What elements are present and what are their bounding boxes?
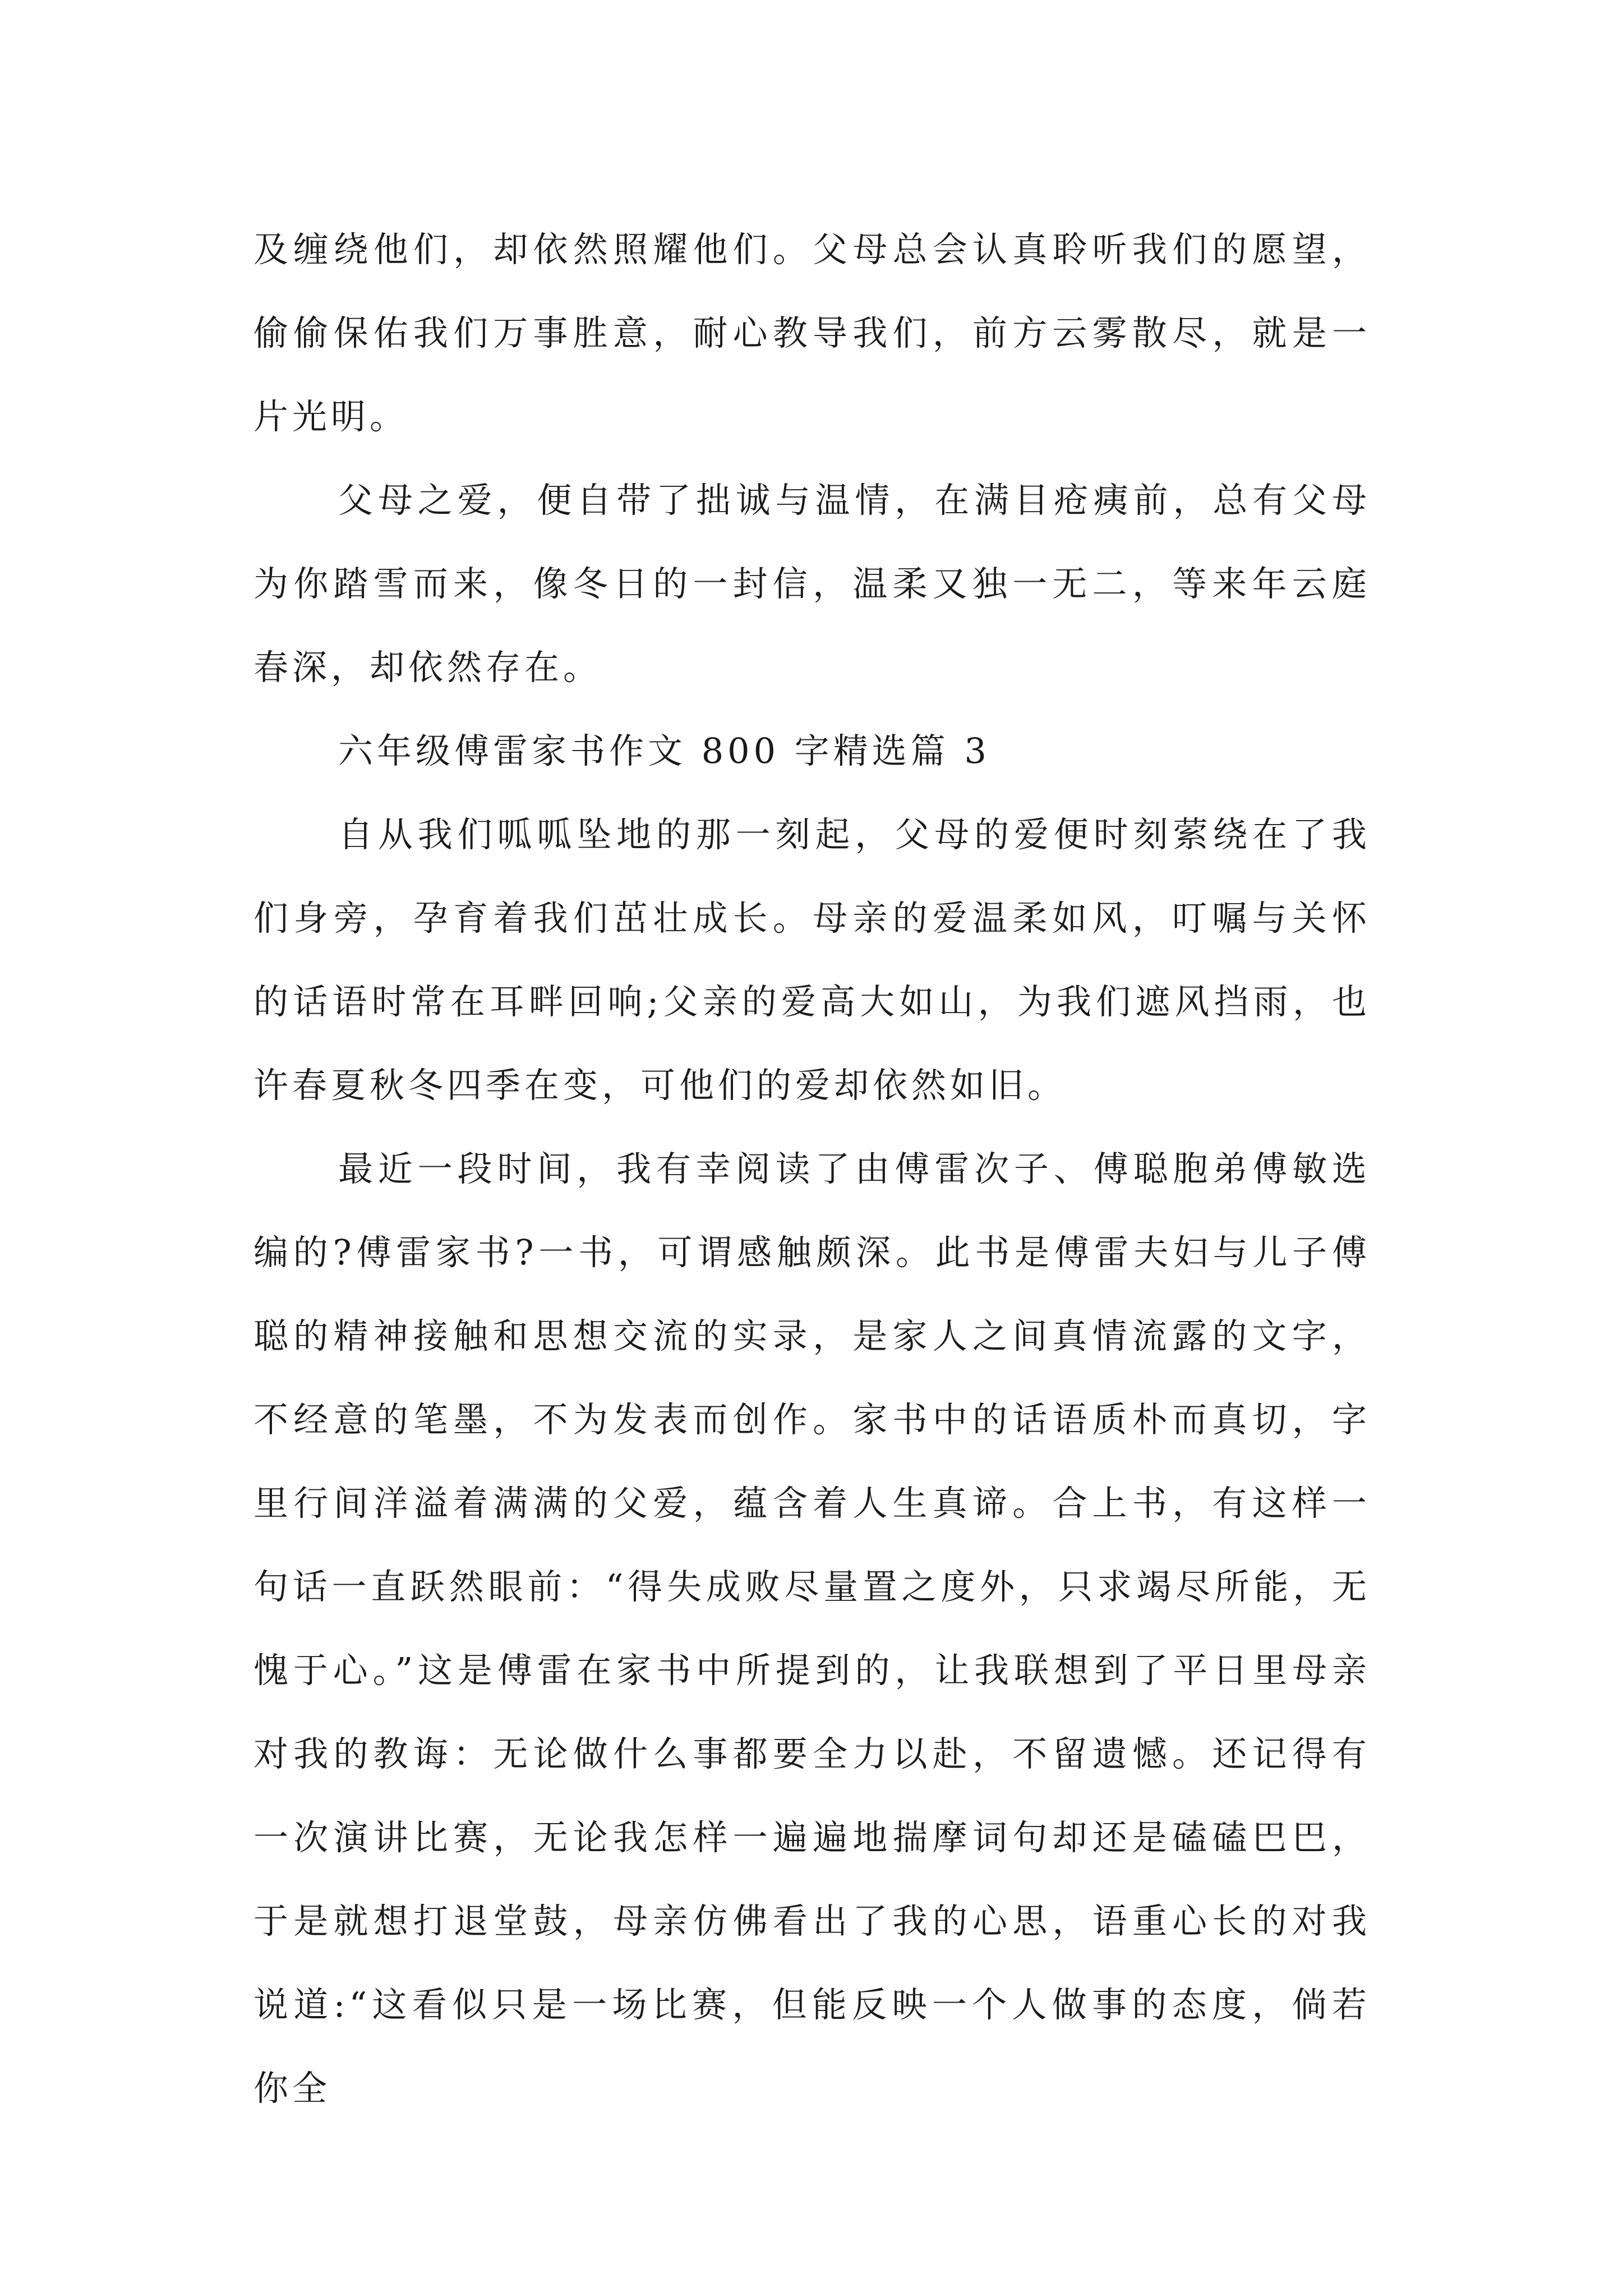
paragraph-3: 自从我们呱呱坠地的那一刻起，父母的爱便时刻萦绕在了我们身旁，孕育着我们茁壮成长。母亲的爱温柔如风，叮嘱与关怀的话语时常在耳畔回响;父亲的爱高大如山，为我们遮风挡雨，也许春夏秋冬四季在变，可他们的爱却依然如旧。 [253, 814, 1371, 1106]
paragraph-4: 最近一段时间，我有幸阅读了由傅雷次子、傅聪胞弟傅敏选编的?傅雷家书?一书，可谓感触颇深。此书是傅雷夫妇与儿子傅聪的精神接触和思想交流的实录，是家人之间真情流露的文字，不经意的笔墨，不为发表而创作。家书中的话语质朴而真切，字里行间洋溢着满满的父爱，蕴含着人生真谛。合上书，有这样一句话一直跃然眼前：“得失成败尽量置之度外，只求竭尽所能，无愧于心。”这是傅雷在家书中所提到的，让我联想到了平日里母亲对我的教诲：无论做什么事都要全力以赴，不留遗憾。还记得有一次演讲比赛，无论我怎样一遍遍地揣摩词句却还是磕磕巴巴，于是就想打退堂鼓，母亲仿佛看出了我的心思，语重心长的对我说道:“这看似只是一场比赛，但能反映一个人做事的态度，倘若你全 [253, 1148, 1371, 2109]
document-body [253, 208, 1371, 2130]
section-heading: 六年级傅雷家书作文 800 字精选篇 3 [338, 730, 990, 771]
paragraph-1: 及缠绕他们，却依然照耀他们。父母总会认真聆听我们的愿望，偷偷保佑我们万事胜意，耐心教导我们，前方云雾散尽，就是一片光明。 [253, 229, 1371, 437]
paragraph-2: 父母之爱，便自带了拙诚与温情，在满目疮痍前，总有父母为你踏雪而来，像冬日的一封信，温柔又独一无二，等来年云庭春深，却依然存在。 [253, 480, 1371, 688]
